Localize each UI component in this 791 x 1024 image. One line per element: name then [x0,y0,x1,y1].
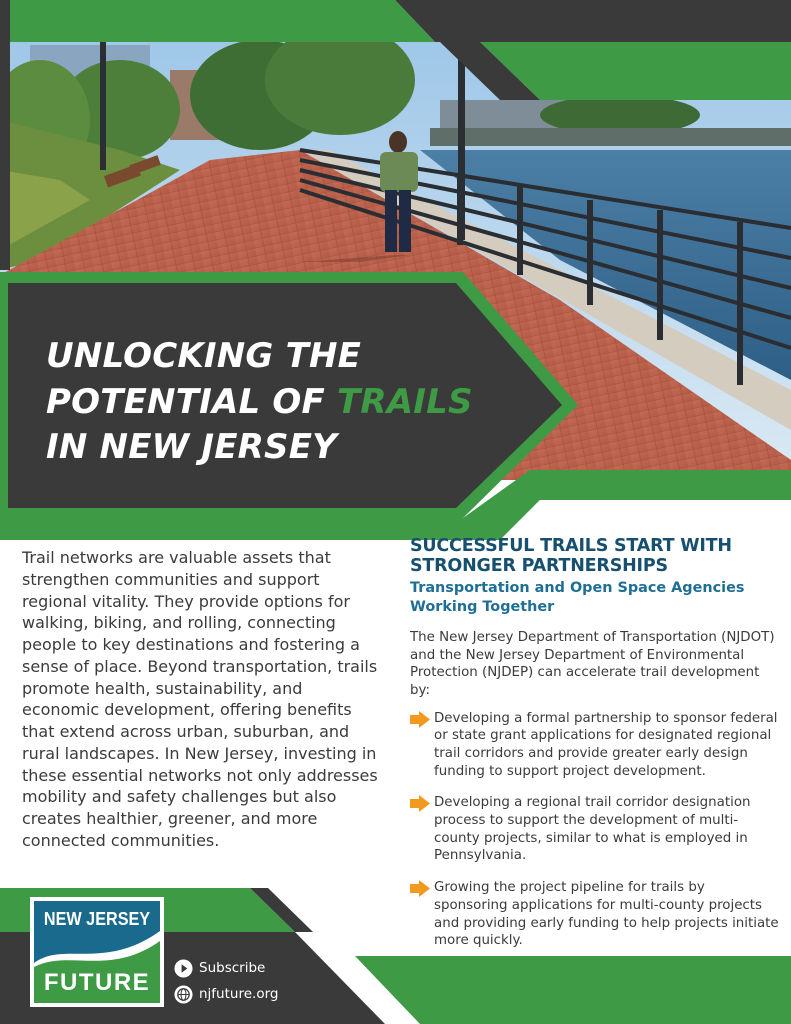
website-label: njfuture.org [199,986,279,1002]
bullet-text: Developing a formal partnership to sponsor federal or state grant applications for designated regional trail corridors and provide greater early design funding to support project development. [434,710,778,779]
bullet-item [410,710,782,781]
nj-future-logo[interactable] [30,897,164,1007]
partnerships-body: The New Jersey Department of Transportation (NJDOT) and the New Jersey Department of Environmental Protection (NJDEP) can accelerate trail development by: [410,629,775,698]
arrow-bullet-icon [410,795,430,812]
logo-panel [34,901,160,1003]
bullet-text: Developing a regional trail corridor designation process to support the development of multi-county projects, similar to what is employed in Pennsylvania. [434,795,751,864]
play-circle-icon [174,959,193,978]
bullet-text: Growing the project pipeline for trails by sponsoring applications for multi-county projects and providing early funding to help projects initiate more quickly. [434,880,779,949]
logo-text-bottom: FUTURE [43,969,151,996]
partnerships-heading: SUCCESSFUL TRAILS START WITH STRONGER PARTNERSHIPS [410,536,732,576]
logo-text-top: NEW JERSEY [43,909,151,929]
subscribe-label: Subscribe [199,960,266,976]
partnerships-subheading: Transportation and Open Space Agencies Working Together [410,579,745,615]
arrow-bullet-icon [410,711,430,728]
subscribe-link[interactable] [174,957,265,979]
bullet-item [410,794,782,865]
title-accent: TRAILS [336,381,473,422]
title-line-2-pre: POTENTIAL OF [46,381,325,422]
website-link[interactable] [174,983,278,1005]
globe-icon [174,985,193,1004]
page-title [46,334,566,471]
title-line-1: UNLOCKING THE [46,336,362,376]
intro-paragraph: Trail networks are valuable assets that strengthen communities and support regional vitality. They provide options for walking, biking, and rolling, connecting people to key destinations and fostering a sense of place. Beyond transportation, trails promote health, sustainability, and economic development, offering benefits that extend across urban, suburban, and rural landscapes. In New Jersey, investing in these essential networks not only addresses mobility and safety challenges but also creates healthier, greener, and more connected communities. [22,548,378,850]
title-line-3: IN NEW JERSEY [46,427,337,468]
